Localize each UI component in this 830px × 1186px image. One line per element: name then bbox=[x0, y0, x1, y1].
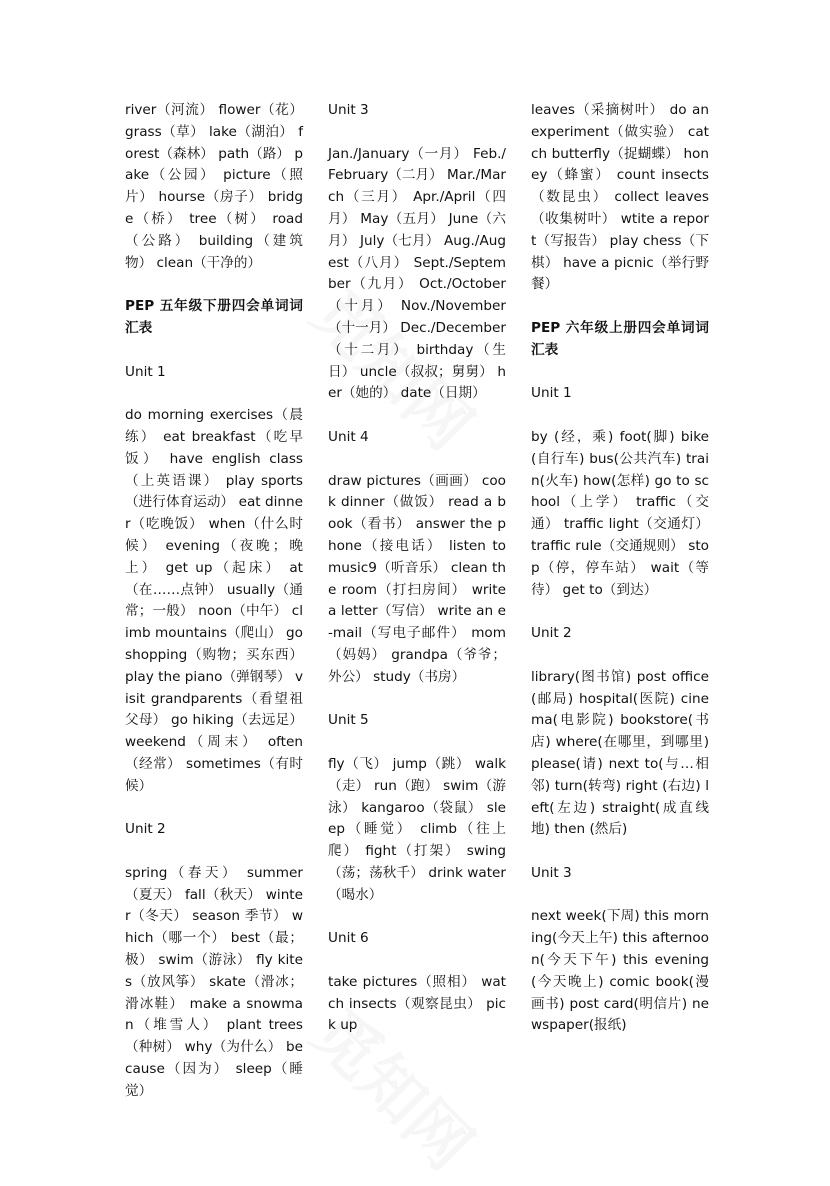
section-heading: PEP 五年级下册四会单词词汇表 bbox=[125, 298, 303, 336]
vocab-block: do morning exercises（晨练） eat breakfast（吃早饭） have english class（上英语课） play sports（进行体育运动） eat dinner（吃晚饭） when（什么时候） evening（夜晚；晚上） get up（起床） at（在……点钟） usually（通常；一般） noon（中午） climb mountains（爬山） go shopping（购物；买东西） play the piano（弹钢琴） visit grandparents（看望祖父母） go hiking（去远足） weekend（周末） often（经常） sometimes（有时候） bbox=[125, 407, 303, 794]
vocab-block: draw pictures（画画） cook dinner（做饭） read a book（看书） answer the phone（接电话） listen to music9（听音乐） clean the room（打扫房间） write a letter（写信） write an e-mail（写电子邮件） mom（妈妈） grandpa（爷爷；外公） study（书房） bbox=[328, 472, 506, 685]
unit-label: Unit 3 bbox=[328, 102, 369, 118]
unit-label: Unit 2 bbox=[125, 821, 166, 838]
column-3 bbox=[531, 100, 709, 1037]
vocab-block: spring（春天） summer（夏天） fall（秋天） winter（冬天） season 季节） which（哪一个） best（最；极） swim（游泳） fly kites（放风筝） skate（滑冰；滑冰鞋） make a snowman（堆雪人） plant trees（种树） why（为什么） because（因为） sleep（睡觉） bbox=[125, 864, 303, 1099]
column-2 bbox=[328, 100, 506, 1037]
unit-label: Unit 5 bbox=[328, 712, 369, 729]
unit-label: Unit 2 bbox=[531, 625, 572, 642]
section-heading: PEP 六年级上册四会单词词汇表 bbox=[531, 319, 709, 358]
unit-label: Unit 4 bbox=[328, 428, 369, 445]
unit-label: Unit 1 bbox=[125, 363, 166, 380]
vocab-block: Jan./January（一月） Feb./February（二月） Mar./March（三月） Apr./April（四月） May（五月） June（六月） July（七月） Aug./Augest（八月） Sept./September（九月） Oct./October（十月） Nov./November（十一月） Dec./December（十二月） birthday（生日） uncle（叔叔；舅舅） her（她的） date（日期） bbox=[328, 145, 506, 402]
vocab-block: river（河流） flower（花） grass（草） lake（湖泊） forest（森林） path（路） pake（公园） picture（照片） hourse（房子） bridge（桥） tree（树） road（公路） building（建筑物） clean（干净的） bbox=[125, 102, 303, 271]
vocab-block: next week(下周) this morning(今天上午) this afternoon(今天下午) this evening (今天晚上) comic book(漫画书) post card(明信片) newspaper(报纸) bbox=[531, 908, 709, 1034]
vocab-block: by (经，乘) foot(脚) bike(自行车) bus(公共汽车) train(火车) how(怎样) go to school（上学） traffic（交通） traffic light（交通灯） traffic rule（交通规则） stop（停，停车站） wait（等待） get to（到达） bbox=[531, 428, 709, 598]
vocab-block: fly（飞） jump（跳） walk（走） run（跑） swim（游泳） kangaroo（袋鼠） sleep（睡觉） climb（往上爬） fight（打架） swing（荡；荡秋千） drink water（喝水） bbox=[328, 755, 506, 903]
unit-label: Unit 1 bbox=[531, 385, 572, 402]
column-1 bbox=[125, 100, 303, 1103]
unit-label: Unit 6 bbox=[328, 930, 369, 947]
vocab-block: library(图书馆) post office(邮局) hospital(医院) cinema(电影院) bookstore(书店) where(在哪里，到哪里) please(请) next to(与…相邻) turn(转弯) right (右边) left(左边) straight(成直线地) then (然后) bbox=[531, 668, 709, 838]
vocab-block: take pictures（照相） watch insects（观察昆虫） pick up bbox=[328, 973, 506, 1034]
vocab-block: leaves（采摘树叶） do an experiment（做实验） catch butterfly（捉蝴蝶） honey（蜂蜜） count insects（数昆虫） collect leaves（收集树叶） wtite a report（写报告） play chess（下棋） have a picnic（举行野餐） bbox=[531, 102, 709, 293]
unit-label: Unit 3 bbox=[531, 864, 572, 881]
